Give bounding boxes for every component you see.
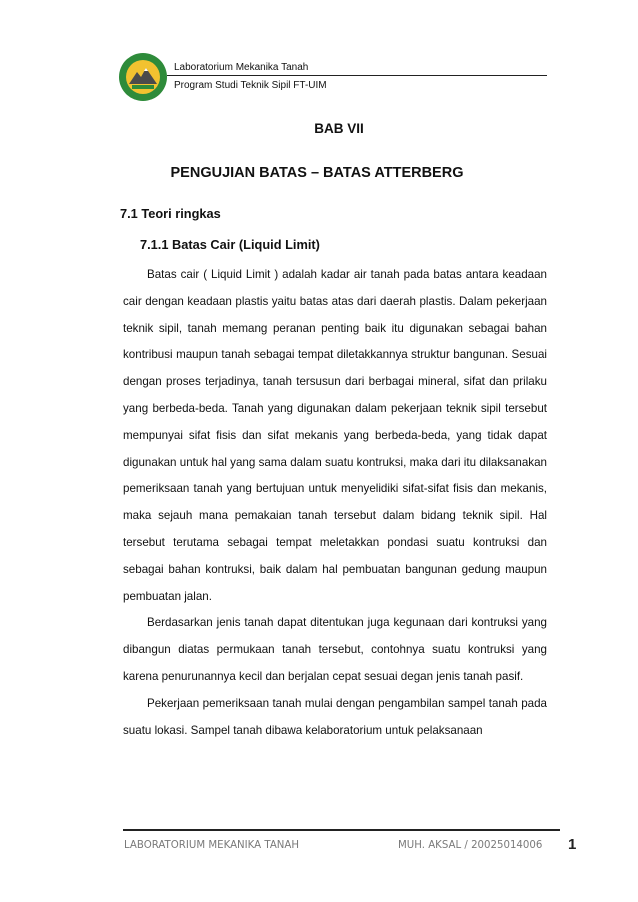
body-text xyxy=(123,262,547,744)
footer-divider xyxy=(123,829,560,831)
footer-lab-name: LABORATORIUM MEKANIKA TANAH xyxy=(124,840,300,851)
header-lab-name: Laboratorium Mekanika Tanah xyxy=(174,62,309,73)
subsection-heading: 7.1.1 Batas Cair (Liquid Limit) xyxy=(140,237,320,252)
page-number: 1 xyxy=(568,836,577,853)
chapter-title: PENGUJIAN BATAS – BATAS ATTERBERG xyxy=(170,165,464,181)
paragraph: Batas cair ( Liquid Limit ) adalah kadar air tanah pada batas antara keadaan cair dengan keadaan plastis yaitu batas atas dari daerah plastis. Dalam pekerjaan teknik sipil, tanah memang peranan penting baik itu digunakan sebagai bahan kontribusi maupun tanah sebagai tempat diletakkannya struktur bangunan. Sesuai dengan proses terjadinya, tanah tersusun dari berbagai mineral, sifat dan prilaku yang berbeda-beda. Tanah yang digunakan dalam pekerjaan teknik sipil tersebut mempunyai sifat fisis dan sifat mekanis yang berbeda-beda, yang tidak dapat digunakan untuk hal yang sama dalam suatu kontruksi, maka dari itu dilaksanakan pemeriksaan tanah yang bertujuan untuk menyelidiki sifat-sifat fisis dan mekanis, maka sejauh mana pemakaian tanah tersebut dalam bidang teknik sipil. Hal tersebut terutama sebagai tempat meletakkan pondasi suatu kontruksi dan sebagai bahan kontruksi, baik dalam hal pembuatan bangunan gedung maupun pembuatan jalan. xyxy=(123,268,547,603)
header-program-name: Program Studi Teknik Sipil FT-UIM xyxy=(174,80,327,91)
university-logo-icon xyxy=(118,52,168,102)
paragraph: Pekerjaan pemeriksaan tanah mulai dengan pengambilan sampel tanah pada suatu lokasi. Sampel tanah dibawa kelaboratorium untuk pelaksanaan xyxy=(123,696,547,737)
paragraph: Berdasarkan jenis tanah dapat ditentukan juga kegunaan dari kontruksi yang dibangun diatas permukaan tanah tersebut, contohnya suatu kontruksi yang karena penurunannya kecil dan berjalan cepat sesuai degan jenis tanah pasif. xyxy=(123,616,547,683)
footer-author: MUH. AKSAL / 20025014006 xyxy=(398,840,543,851)
section-heading: 7.1 Teori ringkas xyxy=(120,206,221,221)
chapter-label: BAB VII xyxy=(314,121,364,136)
header-divider xyxy=(167,75,547,76)
